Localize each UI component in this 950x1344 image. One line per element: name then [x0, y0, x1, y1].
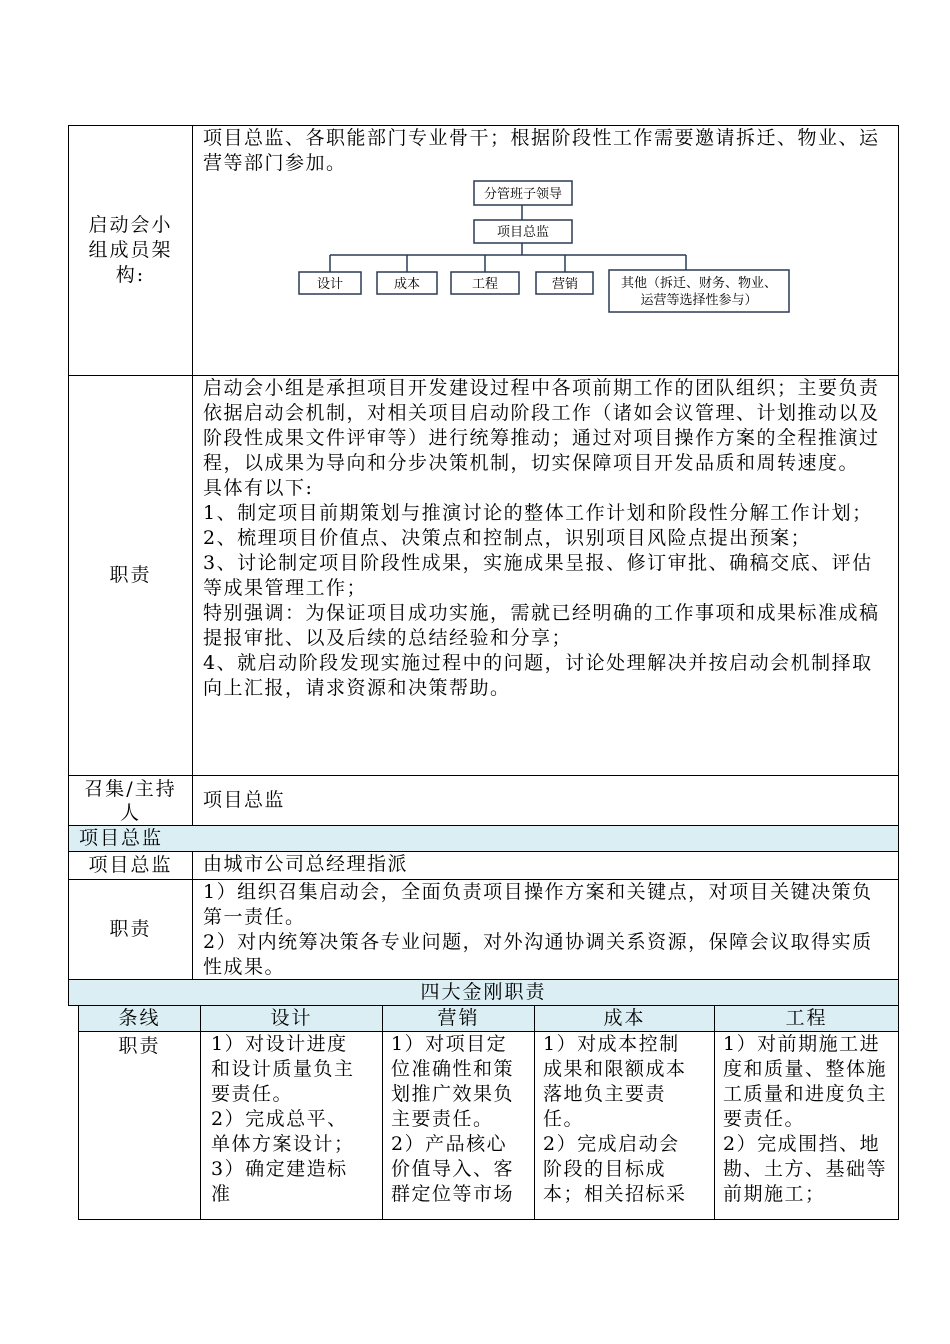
- design-duties-cell: [200, 1031, 383, 1220]
- duties-label-cell: [68, 375, 193, 776]
- director-duty: 2）对内统筹决策各专业问题，对外沟通协调关系资源，保障会议取得实质性成果。: [203, 931, 873, 978]
- org-other-text-2: 运营等选择性参与）: [640, 293, 758, 308]
- four-pillars-header: [68, 979, 899, 1006]
- duties-label: 职责: [109, 564, 152, 586]
- marketing-duties-cell: [382, 1031, 535, 1220]
- project-director-value: 由城市公司总经理指派: [203, 853, 409, 875]
- org-child-text: 设计: [316, 277, 344, 292]
- project-director-value-cell: [192, 851, 899, 880]
- host-value: 项目总监: [203, 789, 286, 811]
- org-middle-text: 项目总监: [496, 225, 550, 240]
- duty-paragraph: 2、梳理项目价值点、决策点和控制点，识别项目风险点提出预案；: [203, 527, 812, 549]
- host-label: 召集/主持人: [84, 777, 177, 824]
- duty-paragraph: 特别强调：为保证项目成功实施，需就已经明确的工作事项和成果标准成稿提报审批、以及后续的总结经验和分享；: [203, 602, 880, 649]
- col-header-line: 条线: [78, 1005, 201, 1032]
- duties-content-cell: [192, 375, 899, 776]
- director-duties-content-cell: [192, 879, 899, 980]
- duty-paragraph: 1、制定项目前期策划与推演讨论的整体工作计划和阶段性分解工作计划；: [203, 502, 873, 524]
- director-duty: 1）组织召集启动会，全面负责项目操作方案和关键点，对项目关键决策负第一责任。: [203, 881, 873, 928]
- org-child-text: 工程: [471, 277, 499, 292]
- col-header-design: 设计: [200, 1005, 383, 1032]
- members-label-cell: [68, 125, 193, 376]
- cost-duty: 2）完成启动会阶段的目标成本；相关招标采: [543, 1133, 687, 1205]
- design-duty: 2）完成总平、单体方案设计；: [211, 1108, 355, 1155]
- host-label-cell: [68, 775, 193, 826]
- org-child-text: 成本: [393, 277, 421, 292]
- project-director-label-cell: [68, 851, 193, 880]
- engineering-duties-cell: [714, 1031, 899, 1220]
- pillars-duty-label: 职责: [118, 1035, 161, 1057]
- cost-duties-cell: [534, 1031, 715, 1220]
- project-director-label: 项目总监: [88, 854, 173, 876]
- cost-duty: 1）对成本控制成果和限额成本落地负主要责任。: [543, 1033, 687, 1130]
- engineering-duty: 1）对前期施工进度和质量、整体施工质量和进度负主要责任。: [723, 1033, 888, 1130]
- four-pillars-header-text: 四大金刚职责: [420, 981, 547, 1003]
- duty-paragraph: 具体有以下:: [203, 477, 314, 499]
- org-child-text: 营销: [551, 277, 579, 292]
- design-duty: 1）对设计进度和设计质量负主要责任。: [211, 1033, 355, 1105]
- duty-paragraph: 4、就启动阶段发现实施过程中的问题，讨论处理解决并按启动会机制择取向上汇报，请求资源和决策帮助。: [203, 652, 873, 699]
- director-duties-label-cell: [68, 879, 193, 980]
- members-label: 启动会小组成员架构:: [88, 214, 173, 286]
- col-header-engineering: 工程: [714, 1005, 899, 1032]
- design-duty: 3）确定建造标准: [211, 1158, 348, 1205]
- pillars-duty-label-cell: [78, 1031, 201, 1220]
- members-text: 项目总监、各职能部门专业骨干；根据阶段性工作需要邀请拆迁、物业、运营等部门参加。: [203, 127, 880, 174]
- org-top-text: 分管班子领导: [483, 187, 563, 202]
- director-duties-label: 职责: [109, 918, 152, 940]
- project-director-header: [68, 825, 899, 852]
- marketing-duty: 1）对项目定位准确性和策划推广效果负主要责任。: [391, 1033, 515, 1130]
- col-header-marketing: 营销: [382, 1005, 535, 1032]
- project-director-header-text: 项目总监: [79, 827, 164, 849]
- duty-paragraph: 3、讨论制定项目阶段性成果，实施成果呈报、修订审批、确稿交底、评估等成果管理工作；: [203, 552, 873, 599]
- col-header-cost: 成本: [534, 1005, 715, 1032]
- org-other-text-1: 其他（拆迁、财务、物业、: [620, 276, 778, 291]
- org-chart: [296, 175, 792, 315]
- marketing-duty: 2）产品核心价值导入、客群定位等市场: [391, 1133, 515, 1205]
- duty-paragraph: 启动会小组是承担项目开发建设过程中各项前期工作的团队组织；主要负责依据启动会机制，对相关项目启动阶段工作（诸如会议管理、计划推动以及阶段性成果文件评审等）进行统筹推动；通过对项目操作方案的全程推演过程，以成果为导向和分步决策机制，切实保障项目开发品质和周转速度。: [203, 377, 880, 474]
- host-value-cell: [192, 775, 899, 826]
- engineering-duty: 2）完成围挡、地勘、土方、基础等前期施工；: [723, 1133, 888, 1205]
- org-chart-svg: [296, 175, 792, 315]
